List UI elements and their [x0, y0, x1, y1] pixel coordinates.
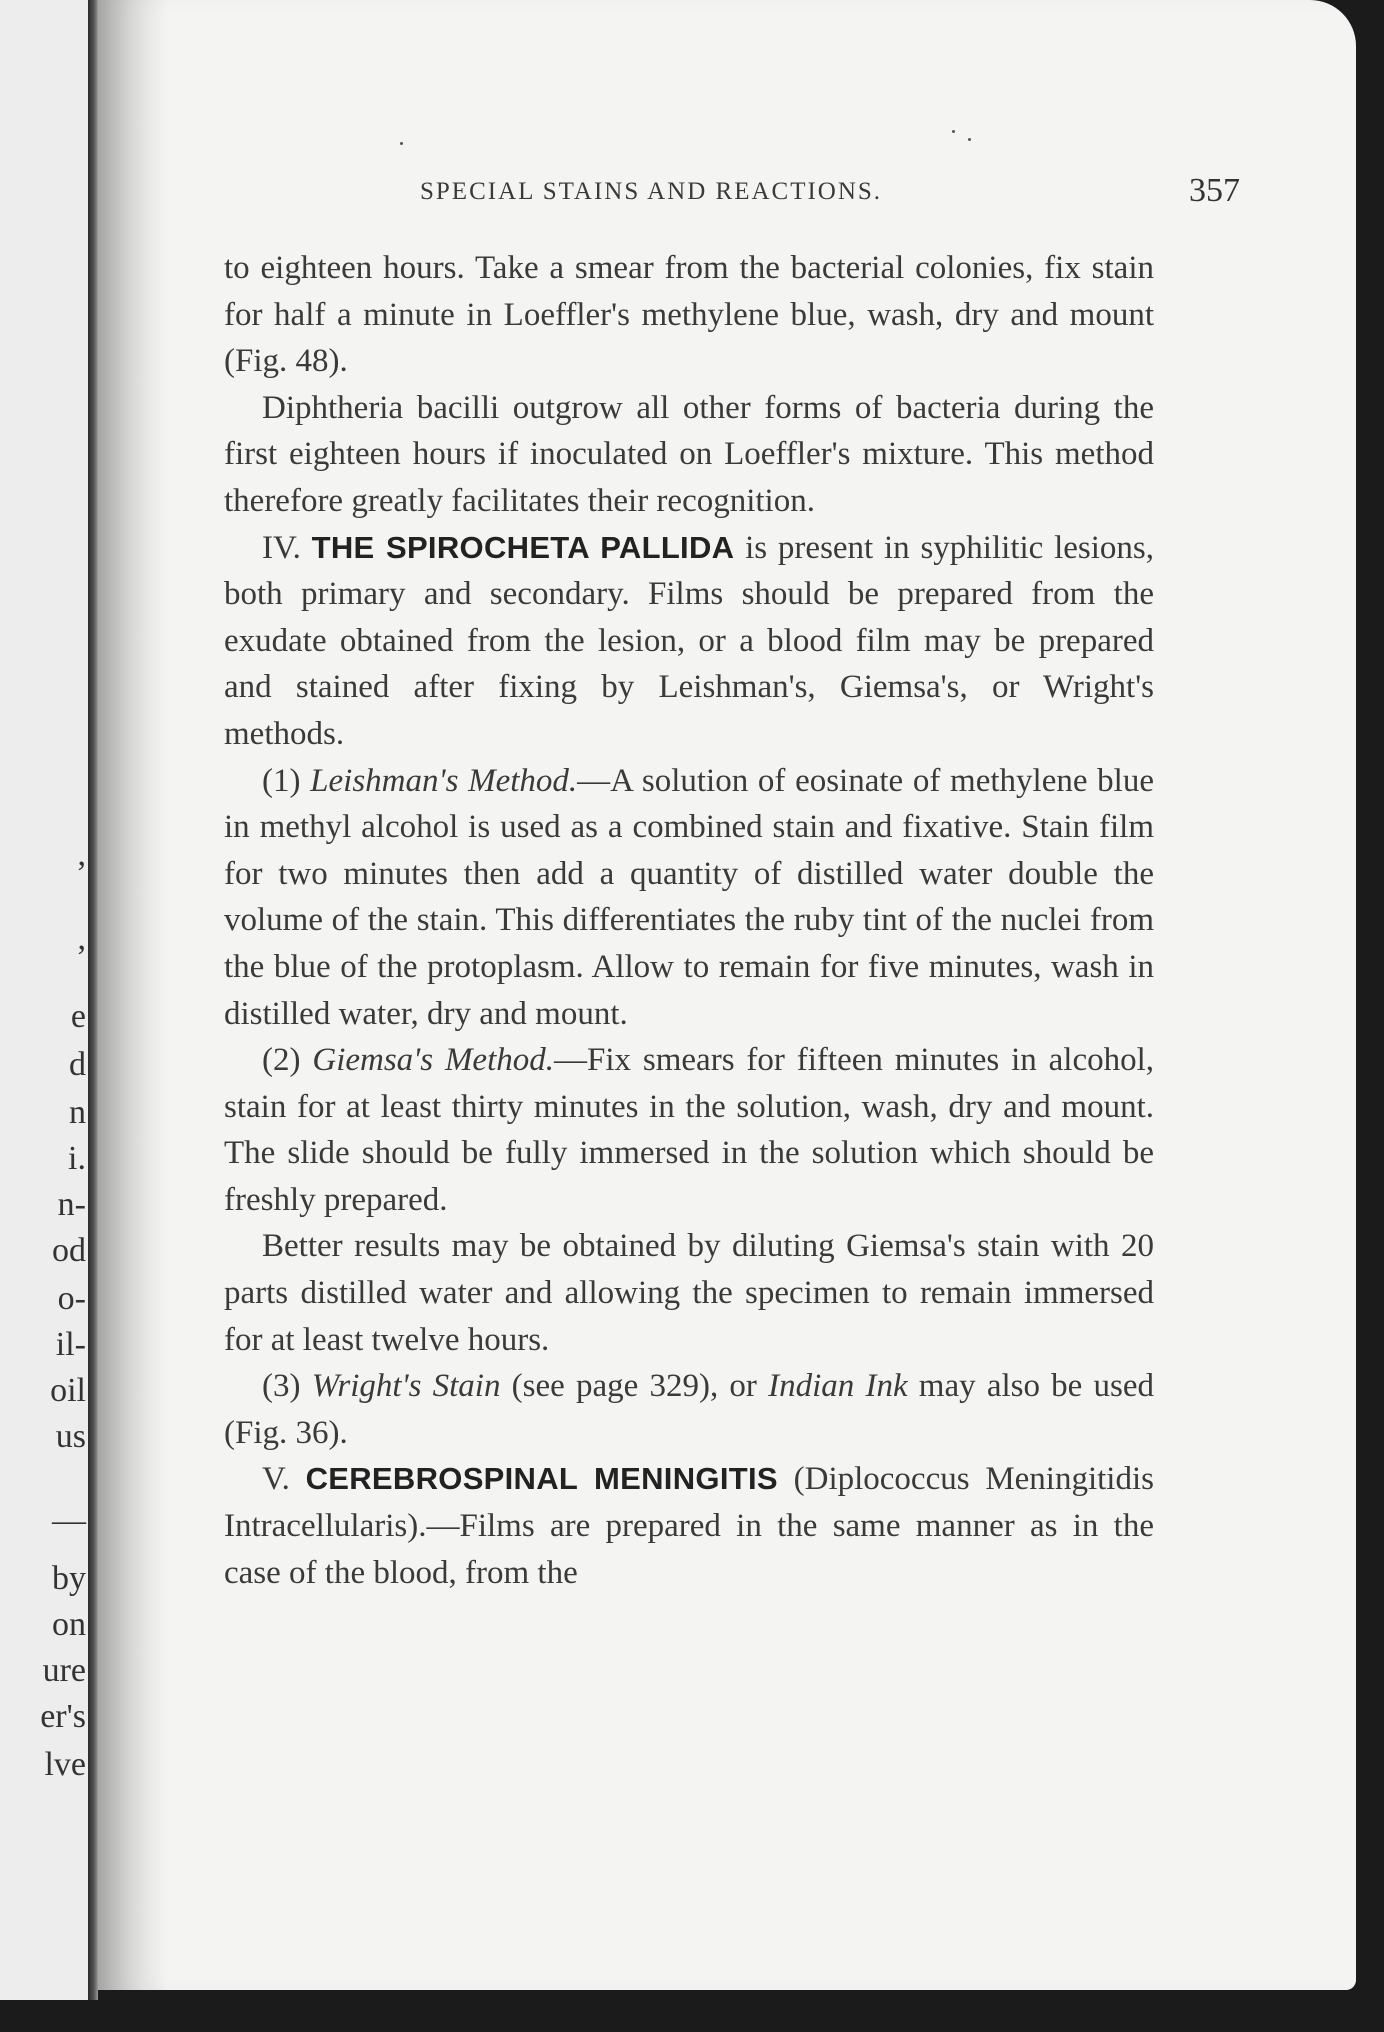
paragraph-text: is present in syphilitic lesions, both primary and secondary. Films should be prepared from the exudate obtained from the lesion, or a blood film may be prepared and stained after fixing by Leishman's, Giemsa's, or Wright's methods. — [224, 529, 1155, 752]
previous-page-edge — [0, 0, 92, 2000]
page-body — [224, 245, 1154, 1596]
speck — [952, 130, 955, 133]
running-title: SPECIAL STAINS AND REACTIONS. — [420, 178, 883, 205]
speck — [968, 138, 971, 141]
page-shadow — [98, 0, 168, 1990]
prev-fragment: i. — [68, 1140, 86, 1177]
paragraph-text: —A solution of eosinate of methylene blue in methyl alcohol is used as a combined stain and fixative. Stain film for two minutes then add a quantity of distilled water double the volume of the stain. This differentiates the ruby tint of the nuclei from the blue of the protoplasm. Allow to remain for five minutes, wash in distilled water, dry and mount. — [224, 762, 1154, 1032]
prev-fragment: on — [52, 1606, 86, 1643]
prev-fragment: by — [52, 1560, 86, 1597]
section-number: IV. — [262, 529, 301, 566]
item-number: (3) — [262, 1368, 301, 1405]
method-paragraph-giemsa — [224, 1037, 1154, 1223]
paragraph-text: (Diplococcus Meningitidis Intracellularis).—Films are prepared in the same manner as in the case of the blood, from the — [224, 1461, 1154, 1591]
book-page — [98, 0, 1356, 1990]
prev-fragment: n- — [57, 1186, 86, 1223]
prev-fragment: e — [70, 998, 86, 1035]
prev-fragment: lve — [44, 1746, 86, 1783]
prev-fragment: us — [55, 1418, 86, 1455]
paragraph: Better results may be obtained by diluting Giemsa's stain with 20 parts distilled water and allowing the specimen to remain immersed for at least twelve hours. — [224, 1228, 1154, 1358]
section-paragraph-v — [224, 1456, 1154, 1596]
section-heading: CEREBROSPINAL MENINGITIS — [305, 1461, 778, 1497]
prev-fragment: er's — [40, 1698, 86, 1735]
page-number: 357 — [1189, 172, 1240, 209]
prev-fragment: oil — [50, 1372, 86, 1409]
method-title: Giemsa's Method. — [312, 1042, 555, 1079]
paragraph-text: (see page 329), or — [500, 1368, 769, 1405]
paragraph-text: may also be used (Fig. 36). — [224, 1368, 1155, 1451]
item-number: (2) — [262, 1042, 301, 1079]
prev-fragment: — — [52, 1502, 86, 1539]
method-paragraph-wright — [224, 1363, 1154, 1456]
running-head — [420, 172, 1240, 212]
method-title: Wright's Stain — [311, 1368, 501, 1405]
method-title: Leishman's Method. — [310, 762, 578, 799]
book-gutter — [88, 0, 98, 2000]
section-heading: THE SPIROCHETA PALLIDA — [311, 529, 735, 565]
method-paragraph-leishman — [224, 758, 1154, 1038]
prev-fragment: , — [77, 920, 86, 957]
prev-fragment: o- — [57, 1280, 86, 1317]
method-title: Indian Ink — [768, 1368, 908, 1405]
prev-fragment: ure — [42, 1652, 86, 1689]
item-number: (1) — [262, 762, 301, 799]
prev-fragment: od — [52, 1232, 86, 1269]
section-paragraph-iv — [224, 525, 1154, 758]
paragraph-text: —Fix smears for fifteen minutes in alcohol, stain for at least thirty minutes in the solution, wash, dry and mount. The slide should be fully immersed in the solution which should be freshly prepared. — [224, 1042, 1155, 1218]
section-number: V. — [262, 1461, 290, 1498]
prev-fragment: , — [77, 836, 86, 873]
speck — [400, 142, 403, 145]
paragraph: to eighteen hours. Take a smear from the bacterial colonies, fix stain for half a minute in Loeffler's methylene blue, wash, dry and mount (Fig. 48). — [224, 250, 1154, 380]
prev-fragment: d — [69, 1046, 86, 1083]
paragraph: Diphtheria bacilli outgrow all other forms of bacteria during the first eighteen hours if inoculated on Loeffler's mixture. This method therefore greatly facilitates their recognition. — [224, 389, 1154, 519]
prev-fragment: n — [69, 1094, 86, 1131]
prev-fragment: il- — [55, 1326, 86, 1363]
